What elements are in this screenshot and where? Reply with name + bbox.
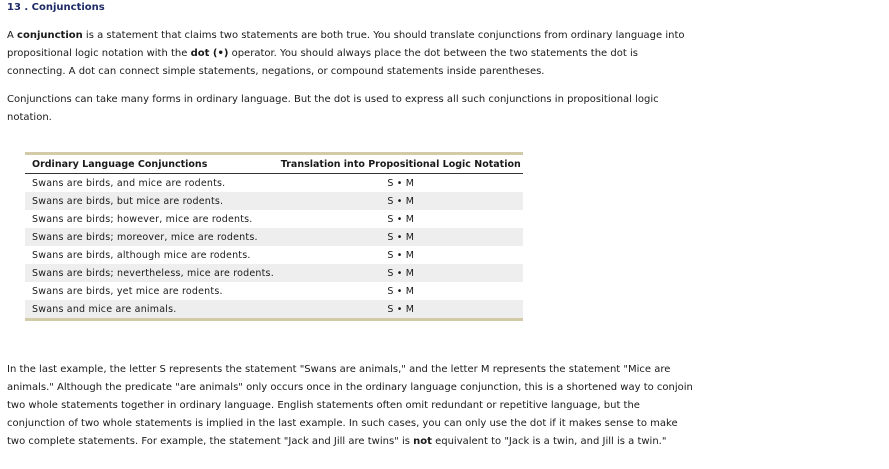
table-row [25, 174, 523, 193]
intro-text-1: is a statement that claims two statements are both true. You should translate conjunctions from ordinary language into propositional logic notation with the [7, 30, 685, 59]
translation-cell: S • M [279, 264, 523, 282]
table-header-row [25, 155, 523, 174]
ordinary-cell: Swans are birds, and mice are rodents. [32, 177, 226, 189]
ordinary-cell: Swans are birds, yet mice are rodents. [32, 285, 223, 297]
table-row [25, 300, 523, 318]
term-conjunction: conjunction [17, 30, 83, 41]
ordinary-cell: Swans are birds, but mice are rodents. [25, 192, 279, 210]
emphasis-not: not [413, 436, 432, 447]
translation-cell: S • M [387, 177, 415, 189]
intro-text-2: operator. You should always place the dot between the two statements the dot is connecting. A dot can connect simple statements, negations, or compound statements inside parentheses. [7, 48, 638, 77]
translation-cell: S • M [279, 300, 523, 318]
translation-cell: S • M [279, 192, 523, 210]
conjunctions-table [25, 155, 523, 318]
header-translation: Translation into Propositional Logic Notation [279, 155, 523, 174]
conjunctions-table-container [25, 152, 523, 321]
ordinary-cell: Swans are birds; nevertheless, mice are rodents. [25, 264, 279, 282]
translation-cell: S • M [279, 228, 523, 246]
forms-paragraph: Conjunctions can take many forms in ordinary language. But the dot is used to express all such conjunctions in propositional logic notation. [7, 94, 659, 123]
translation-cell: S • M [387, 285, 415, 297]
table-row [25, 210, 523, 228]
explanation-text-2: equivalent to "Jack is a twin, and Jill is a twin." [431, 436, 667, 447]
table-row [25, 246, 523, 264]
ordinary-cell: Swans are birds, although mice are rodents. [32, 249, 251, 261]
intro-lead: A [7, 30, 18, 41]
translation-cell: S • M [387, 249, 415, 261]
ordinary-cell: Swans are birds; moreover, mice are rodents. [25, 228, 279, 246]
table-row [25, 192, 523, 210]
explanation-text-1: In the last example, the letter S represents the statement "Swans are animals," and the letter M represents the statement "Mice are animals." Although the predicate "are animals" only occurs once in the ordinary language conjunction, this is a shortened way to conjoin two whole statements together in ordinary language. English statements often omit redundant or repetitive language, but the conjunction of two whole statements is implied in the last example. In such cases, you can only use the dot if it makes sense to make two complete statements. For example, the statement "Jack and Jill are twins" is [7, 364, 693, 447]
translation-cell: S • M [387, 213, 415, 225]
ordinary-cell: Swans are birds; however, mice are rodents. [32, 213, 253, 225]
ordinary-cell: Swans and mice are animals. [25, 300, 279, 318]
table-row [25, 264, 523, 282]
explanation-paragraph [7, 361, 697, 451]
table-row [25, 228, 523, 246]
intro-paragraph [7, 27, 697, 81]
table-row [25, 282, 523, 300]
term-dot: dot (•) [190, 48, 229, 59]
header-ordinary-language: Ordinary Language Conjunctions [25, 155, 279, 174]
section-title: 13 . Conjunctions [7, 2, 105, 13]
